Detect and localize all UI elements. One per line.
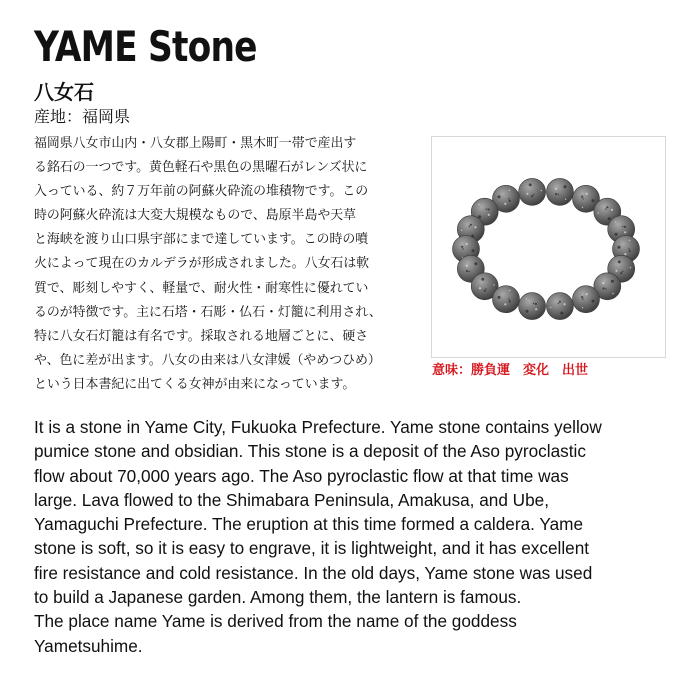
bead-speckle [461,230,462,231]
bead-speckle [508,299,509,300]
bead-speckle [592,300,595,303]
bead [573,286,600,313]
bead-speckle [479,287,481,289]
english-line: The place name Yame is derived from the name of the goddess [34,611,517,632]
bead-speckle [533,303,534,304]
bead-speckle [469,271,470,272]
bead-speckle [481,278,484,281]
bead-speckle [558,194,559,195]
bead-speckle [466,265,468,267]
bead-speckle [622,271,623,272]
bead-speckle [498,195,501,198]
bead-speckle [606,206,608,208]
bead-speckle [478,204,479,205]
bead-speckle [484,290,486,292]
bead-speckle [504,203,506,205]
bead-speckle [592,199,595,202]
bead-speckle [582,307,583,308]
bead-speckle [605,288,606,289]
japanese-line: と海峡を渡り山口県宇部にまで達しています。この時の噴 [34,232,369,248]
japanese-line: 福岡県八女市山内・八女郡上陽町・黒木町一帯で産出す [34,136,357,151]
bead-speckle [509,300,511,302]
bead-speckle [586,193,588,195]
bead-speckle [630,267,631,268]
bead-speckle [493,284,494,285]
bracelet-image [432,137,665,357]
english-line: to build a Japanese garden. Among them, the lantern is famous. [34,587,522,608]
page-title: YAME Stone [34,22,257,71]
bead-speckle [581,196,583,198]
bead-speckle [629,240,630,241]
bead-speckle [526,298,527,299]
bead-speckle [555,188,557,190]
bead-speckle [611,280,614,283]
bead [546,178,573,205]
bead-speckle [526,193,528,195]
bead-speckle [474,262,477,265]
english-line: Yametsuhime. [34,635,143,656]
bead-speckle [620,272,622,274]
bead-speckle [629,250,631,252]
bead-speckle [615,221,616,222]
japanese-line: 特に八女石灯籠は有名です。採取される地層ごとに、硬さ [34,328,369,344]
bead-speckle [504,303,506,305]
bead-speckle [535,303,537,305]
bead-speckle [624,253,626,255]
bead-speckle [618,260,621,263]
bead-speckle [560,312,563,315]
japanese-line: や、色に差が出ます。八女の由来は八女津媛（やめつひめ） [34,352,381,368]
bead-speckle [564,303,566,305]
bead-speckle [612,293,613,294]
bead-speckle [582,299,583,300]
bead-speckle [508,198,509,199]
english-description [34,415,684,658]
bead-speckle [559,301,561,303]
bead-speckle [487,208,489,210]
japanese-line: 火によって現在のカルデラが形成されました。八女石は軟 [34,256,370,272]
japanese-line: 質で、彫刻しやすく、軽量で、耐火性・耐寒性に優れてい [34,280,369,296]
bead-speckle [597,212,598,213]
bead-speckle [509,290,510,291]
bead [546,293,573,320]
bead-speckle [470,224,472,226]
bead-speckle [615,233,618,236]
bead-speckle [611,209,613,211]
bead-speckle [628,248,629,249]
bead-speckle [602,282,604,284]
bead-speckle [469,226,470,227]
japanese-line: 入っている、約７万年前の阿蘇火砕流の堆積物です。この [34,184,369,200]
bead-speckle [466,243,468,245]
bead-speckle [558,303,559,304]
english-line: flow about 70,000 years ago. The Aso pyroclastic flow at that time was [34,465,569,486]
japanese-line: るのが特徴です。主に石塔・石彫・仏石・灯籠に利用され、 [34,304,382,320]
meaning-text: 意味：勝負運 変化 出世 [432,363,589,378]
bead-speckle [474,226,476,228]
japanese-line: という日本書紀に出てくる女神が由来になっています。 [34,376,356,392]
bracelet-photo [431,136,666,358]
bead-speckle [555,193,557,195]
bead-speckle [602,287,604,289]
english-line: Yamaguchi Prefecture. The eruption at this time formed a caldera. Yame [34,514,584,535]
bead-speckle [529,183,532,186]
bead-speckle [605,208,606,209]
bead-speckle [608,217,611,220]
bead-speckle [624,226,626,228]
bead-speckle [526,310,529,313]
bead-speckle [564,185,567,188]
origin-label: 産地：福岡県 [34,107,131,126]
bead-speckle [462,248,463,249]
bead-speckle [531,195,533,197]
bead [519,293,546,320]
bead-speckle [624,231,626,233]
bead [519,178,546,205]
bead-speckle [488,214,490,216]
bead-speckle [582,207,583,208]
bead-speckle [618,246,621,249]
bead-speckle [586,293,588,295]
english-line: stone is soft, so it is easy to engrave, it is lightweight, and it has excellent [34,538,590,559]
japanese-line: る銘石の一つです。黄色軽石や黒色の黒曜石がレンズ状に [34,160,368,176]
kanji-name: 八女石 [34,80,94,104]
bead-speckle [533,194,534,195]
bead-speckle [509,190,510,191]
english-line: It is a stone in Yame City, Fukuoka Prefecture. Yame stone contains yellow [34,417,602,437]
bead-speckle [535,308,537,310]
bead-speckle [615,270,617,272]
bead-speckle [550,307,551,308]
bead-speckle [582,198,583,199]
english-line: large. Lava flowed to the Shimabara Peninsula, Amakusa, and Ube, [34,489,549,510]
bead-speckle [486,208,487,209]
japanese-description [34,132,414,397]
bead-speckle [472,249,475,252]
bead-speckle [565,199,566,200]
bead-speckle [486,288,487,289]
bead-speckle [541,190,542,191]
english-line: fire resistance and cold resistance. In the old days, Yame stone was used [34,562,593,583]
bead-speckle [461,246,463,248]
bead-speckle [622,226,623,227]
bead-speckle [581,296,583,298]
english-line: pumice stone and obsidian. This stone is a deposit of the Aso pyroclastic [34,441,586,462]
bead [493,286,520,313]
bead-speckle [466,270,468,272]
bead-speckle [498,296,501,299]
japanese-line: 時の阿蘇火砕流は大変大規模なもので、島原半島や天草 [34,208,357,224]
bead-speckle [509,200,511,202]
